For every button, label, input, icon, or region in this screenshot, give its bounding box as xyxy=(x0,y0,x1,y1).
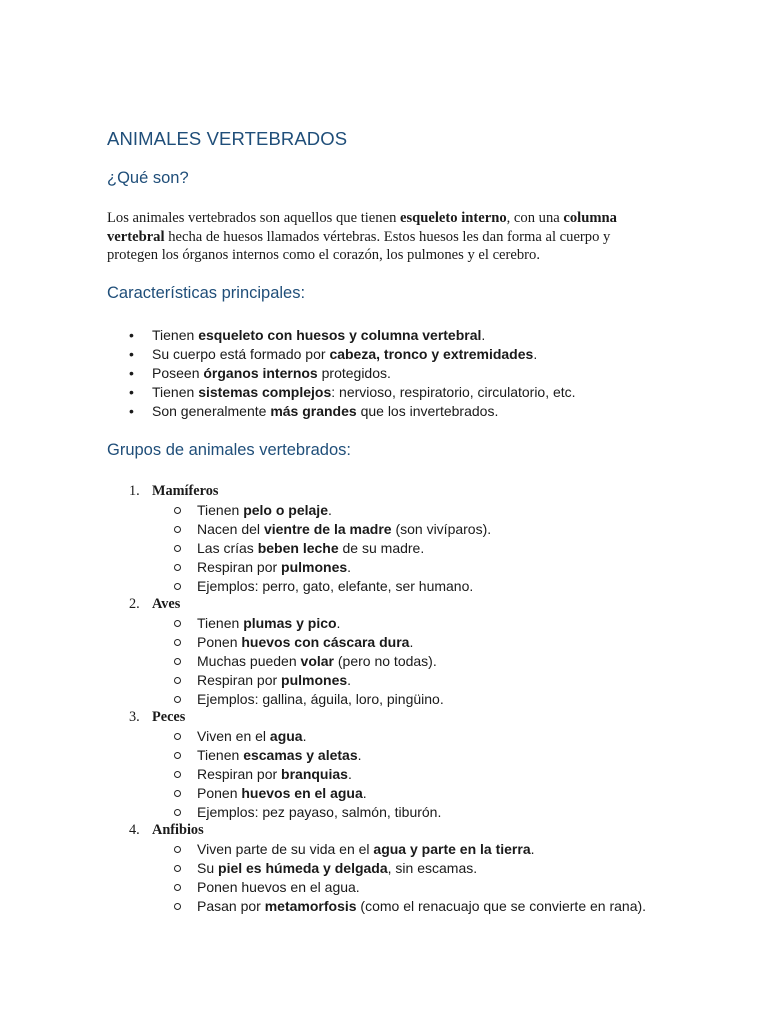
sub-bullet-text xyxy=(197,860,477,876)
sub-bullet-text xyxy=(197,502,332,518)
text-run: , sin escamas. xyxy=(387,860,478,876)
circle-bullet-icon xyxy=(174,846,181,853)
bold-text: escamas y aletas xyxy=(243,747,358,763)
bold-text: vientre de la madre xyxy=(263,521,392,537)
group-item xyxy=(0,483,768,502)
bullet-text xyxy=(152,403,498,419)
sub-bullet-item xyxy=(0,653,768,672)
sub-bullet-text xyxy=(197,898,646,914)
text-run: Ejemplos: pez payaso, salmón, tiburón. xyxy=(197,804,442,820)
text-run: Tienen xyxy=(152,384,199,400)
sub-bullet-text xyxy=(197,841,535,857)
bold-text: esqueleto con huesos y columna vertebral xyxy=(198,327,482,343)
sub-bullet-item xyxy=(0,879,768,898)
sub-bullet-text xyxy=(197,578,473,594)
bold-text: columna vertebral xyxy=(107,210,617,245)
bold-text: plumas y pico xyxy=(243,615,337,631)
bullet-item xyxy=(0,384,768,403)
sub-bullet-item xyxy=(0,860,768,879)
bullet-icon: • xyxy=(129,403,134,419)
bold-text: cabeza, tronco y extremidades xyxy=(329,346,534,362)
text-run: . xyxy=(530,841,535,857)
sub-bullet-item xyxy=(0,747,768,766)
bold-text: metamorfosis xyxy=(264,898,357,914)
circle-bullet-icon xyxy=(174,696,181,703)
bold-text: sistemas complejos xyxy=(198,384,332,400)
circle-bullet-icon xyxy=(174,526,181,533)
group-number: 3. xyxy=(129,709,140,725)
text-run: Su xyxy=(197,860,219,876)
sub-bullet-item xyxy=(0,521,768,540)
heading-que-son: ¿Qué son? xyxy=(107,169,189,187)
text-run: Ponen xyxy=(197,634,242,650)
text-run: de su madre. xyxy=(338,540,425,556)
text-run: Son generalmente xyxy=(152,403,271,419)
heading-grupos: Grupos de animales vertebrados: xyxy=(107,441,351,459)
sub-bullet-item xyxy=(0,502,768,521)
bullet-icon: • xyxy=(129,365,134,381)
text-run: Muchas pueden xyxy=(197,653,301,669)
bold-text: pulmones xyxy=(281,559,348,575)
circle-bullet-icon xyxy=(174,583,181,590)
text-run: Tienen xyxy=(197,747,244,763)
bold-text: huevos con cáscara dura xyxy=(241,634,410,650)
bold-text: órganos internos xyxy=(203,365,318,381)
group-item xyxy=(0,709,768,728)
bold-text: branquias xyxy=(281,766,348,782)
bold-text: pelo o pelaje xyxy=(243,502,328,518)
circle-bullet-icon xyxy=(174,620,181,627)
bold-text: agua y parte en la tierra xyxy=(373,841,531,857)
text-run: (son vivíparos). xyxy=(391,521,492,537)
sub-bullet-text xyxy=(197,634,413,650)
sub-bullet-item xyxy=(0,785,768,804)
bullet-text xyxy=(152,327,485,343)
circle-bullet-icon xyxy=(174,809,181,816)
group-item xyxy=(0,822,768,841)
intro-paragraph xyxy=(107,209,647,265)
sub-bullet-item xyxy=(0,559,768,578)
bullet-item xyxy=(0,365,768,384)
group-name: Peces xyxy=(152,709,186,725)
group-number: 2. xyxy=(129,596,140,612)
group-name: Anfibios xyxy=(152,822,204,838)
bold-text: esqueleto interno xyxy=(400,210,507,226)
sub-bullet-text xyxy=(197,766,352,782)
circle-bullet-icon xyxy=(174,771,181,778)
circle-bullet-icon xyxy=(174,884,181,891)
text-run: Poseen xyxy=(152,365,204,381)
group-name: Mamíferos xyxy=(152,483,219,499)
circle-bullet-icon xyxy=(174,658,181,665)
group-item xyxy=(0,596,768,615)
text-run: Respiran por xyxy=(197,559,282,575)
sub-bullet-item xyxy=(0,615,768,634)
sub-bullet-text xyxy=(197,879,360,895)
bullet-icon: • xyxy=(129,384,134,400)
circle-bullet-icon xyxy=(174,545,181,552)
group-number: 4. xyxy=(129,822,140,838)
bold-text: más grandes xyxy=(270,403,357,419)
sub-bullet-item xyxy=(0,898,768,917)
text-run: . xyxy=(347,766,352,782)
text-run: Tienen xyxy=(152,327,199,343)
text-run: Su cuerpo está formado por xyxy=(152,346,330,362)
bold-text: huevos en el agua xyxy=(241,785,363,801)
text-run: . xyxy=(336,615,341,631)
sub-bullet-text xyxy=(197,672,351,688)
sub-bullet-text xyxy=(197,540,424,556)
text-run: . xyxy=(347,672,352,688)
text-run: . xyxy=(533,346,538,362)
bullet-text xyxy=(152,384,576,400)
text-run: Pasan por xyxy=(197,898,265,914)
sub-bullet-text xyxy=(197,728,306,744)
bullet-item xyxy=(0,327,768,346)
bold-text: agua xyxy=(269,728,303,744)
circle-bullet-icon xyxy=(174,677,181,684)
text-run: . xyxy=(347,559,352,575)
text-run: Tienen xyxy=(197,502,244,518)
circle-bullet-icon xyxy=(174,564,181,571)
sub-bullet-item xyxy=(0,634,768,653)
sub-bullet-text xyxy=(197,653,437,669)
circle-bullet-icon xyxy=(174,733,181,740)
circle-bullet-icon xyxy=(174,865,181,872)
bold-text: volar xyxy=(300,653,334,669)
heading-caracteristicas: Características principales: xyxy=(107,284,306,302)
sub-bullet-item xyxy=(0,578,768,597)
circle-bullet-icon xyxy=(174,752,181,759)
text-run: Las crías xyxy=(197,540,258,556)
sub-bullet-text xyxy=(197,691,444,707)
text-run: Respiran por xyxy=(197,766,282,782)
sub-bullet-item xyxy=(0,691,768,710)
sub-bullet-text xyxy=(197,559,351,575)
sub-bullet-text xyxy=(197,747,362,763)
text-run: . xyxy=(328,502,332,518)
sub-bullet-item xyxy=(0,672,768,691)
text-run: Ejemplos: gallina, águila, loro, pingüino. xyxy=(197,691,444,707)
text-run: . xyxy=(362,785,367,801)
sub-bullet-text xyxy=(197,521,491,537)
bullet-icon: • xyxy=(129,346,134,362)
text-run: Respiran por xyxy=(197,672,282,688)
group-name: Aves xyxy=(152,596,181,612)
text-run: (como el renacuajo que se convierte en rana). xyxy=(356,898,647,914)
bullet-icon: • xyxy=(129,327,134,343)
circle-bullet-icon xyxy=(174,639,181,646)
sub-bullet-item xyxy=(0,841,768,860)
group-number: 1. xyxy=(129,483,140,499)
text-run: : nervioso, respiratorio, circulatorio, etc. xyxy=(331,384,576,400)
text-run: protegidos. xyxy=(317,365,391,381)
sub-bullet-item xyxy=(0,766,768,785)
sub-bullet-text xyxy=(197,785,367,801)
text-run: Nacen del xyxy=(197,521,264,537)
text-run: que los invertebrados. xyxy=(356,403,499,419)
circle-bullet-icon xyxy=(174,790,181,797)
text-run: . xyxy=(409,634,414,650)
document-title: ANIMALES VERTEBRADOS xyxy=(107,128,348,149)
bullet-text xyxy=(152,346,537,362)
bold-text: piel es húmeda y delgada xyxy=(218,860,388,876)
sub-bullet-item xyxy=(0,728,768,747)
text-run: Ponen huevos en el agua. xyxy=(197,879,360,895)
circle-bullet-icon xyxy=(174,507,181,514)
bullet-item xyxy=(0,346,768,365)
bullet-item xyxy=(0,403,768,422)
bullet-text xyxy=(152,365,391,381)
sub-bullet-text xyxy=(197,615,340,631)
text-run: Ejemplos: perro, gato, elefante, ser humano. xyxy=(197,578,474,594)
text-run: Viven en el xyxy=(197,728,270,744)
text-run: . xyxy=(302,728,307,744)
text-run: . xyxy=(357,747,362,763)
bold-text: beben leche xyxy=(257,540,339,556)
text-run: Tienen xyxy=(197,615,244,631)
sub-bullet-item xyxy=(0,540,768,559)
sub-bullet-item xyxy=(0,804,768,823)
text-run: , con una xyxy=(506,210,564,226)
text-run: hecha de huesos llamados vértebras. Estos huesos les dan forma al cuerpo y protegen los órganos internos como el corazón, los pulmones y el cerebro. xyxy=(107,228,611,264)
bold-text: pulmones xyxy=(281,672,348,688)
text-run: Ponen xyxy=(197,785,242,801)
circle-bullet-icon xyxy=(174,903,181,910)
sub-bullet-text xyxy=(197,804,441,820)
text-run: (pero no todas). xyxy=(334,653,437,669)
text-run: Viven parte de su vida en el xyxy=(197,841,374,857)
text-run: . xyxy=(481,327,486,343)
text-run: Los animales vertebrados son aquellos que tienen xyxy=(107,210,401,226)
